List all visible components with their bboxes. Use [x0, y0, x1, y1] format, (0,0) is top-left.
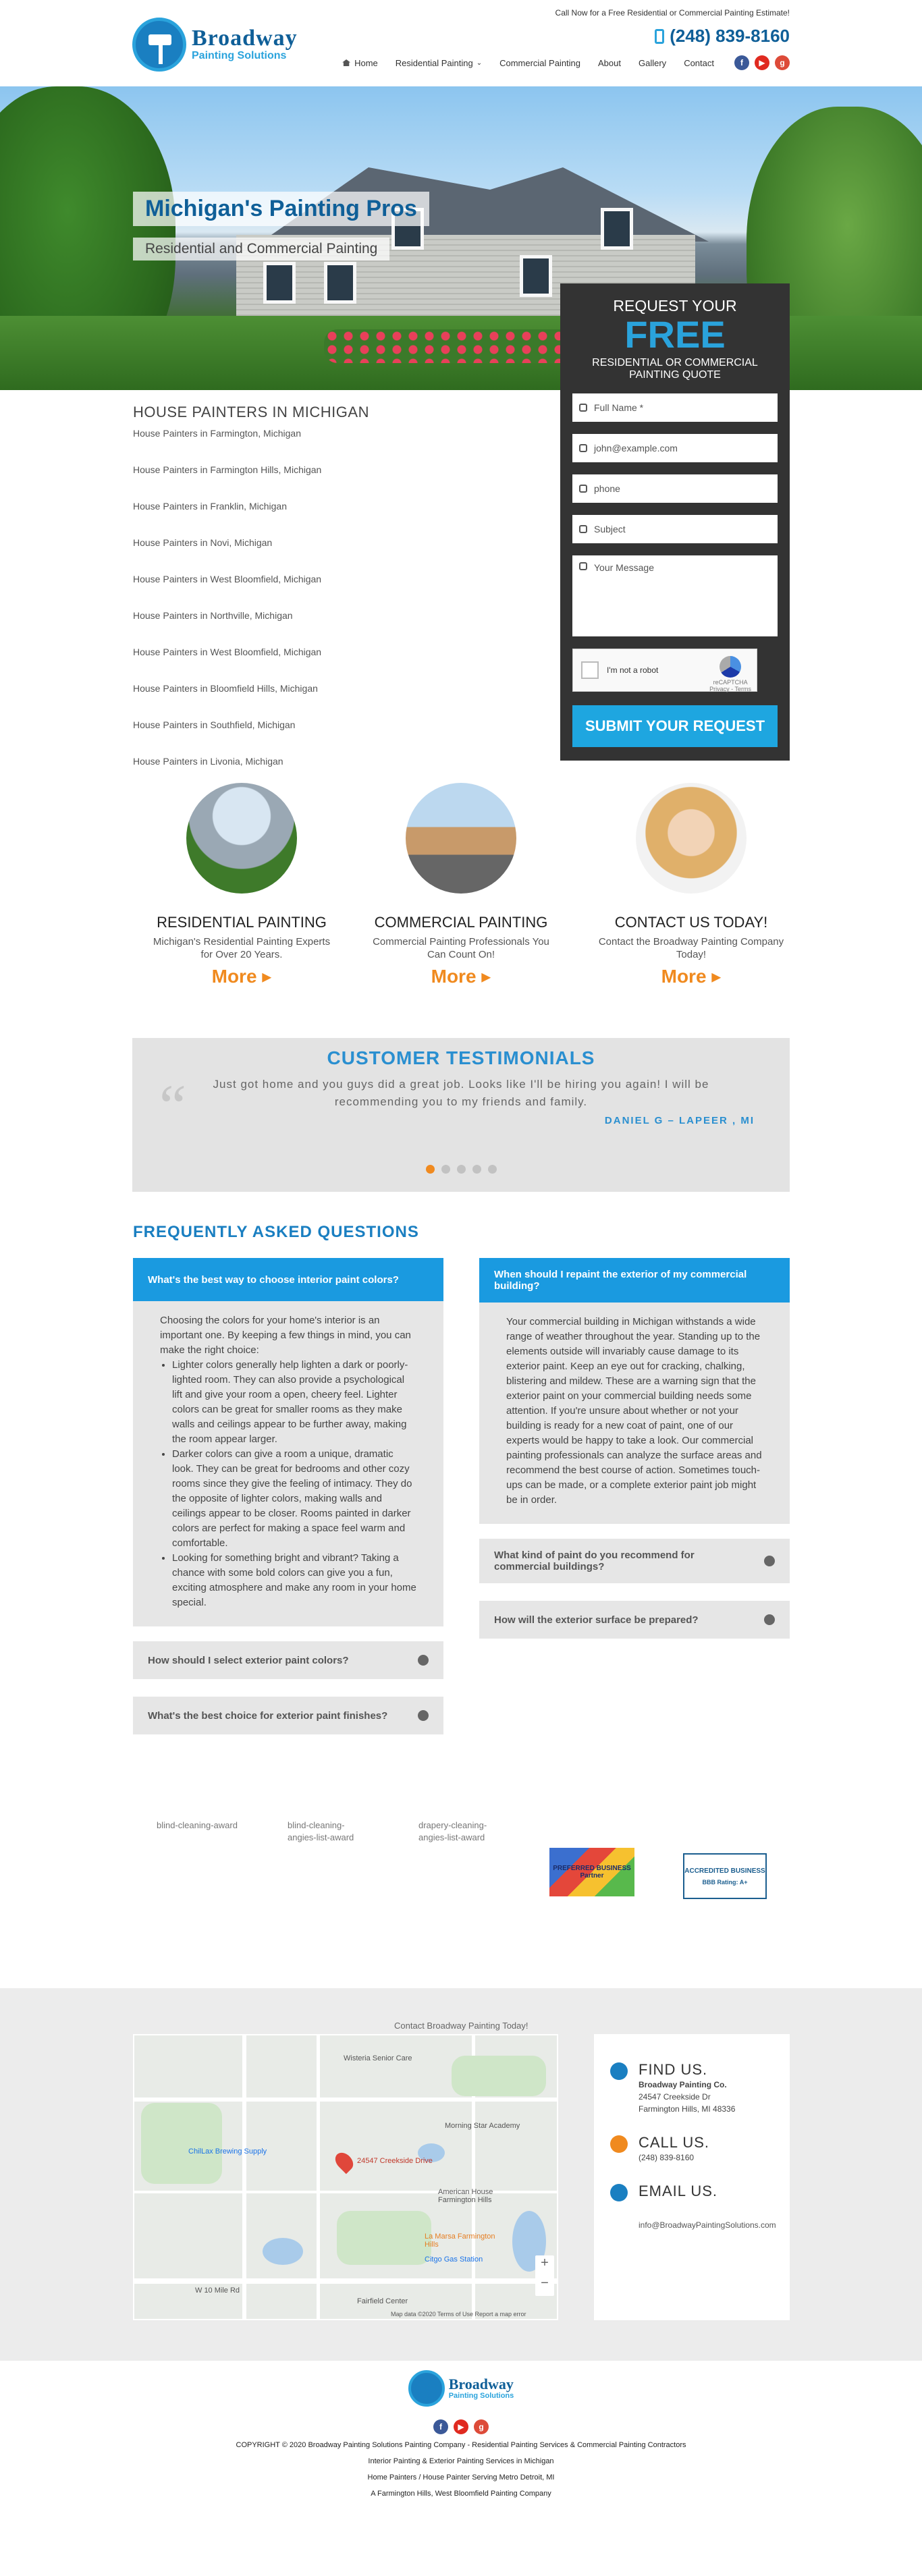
award-image-alt: blind-cleaning-award [157, 1820, 238, 1830]
award-image-alt: blind-cleaning-angies-list-award [288, 1820, 354, 1842]
painter-link[interactable]: House Painters in Bloomfield Hills, Michigan [133, 683, 318, 694]
nav-contact[interactable]: Contact [684, 57, 714, 68]
faq-heading: FREQUENTLY ASKED QUESTIONS [133, 1223, 419, 1241]
slider-dot[interactable] [472, 1165, 481, 1174]
map-place-label: W 10 Mile Rd [195, 2286, 240, 2295]
chevron-icon [764, 1556, 775, 1566]
slider-dot[interactable] [488, 1165, 497, 1174]
zoom-out-icon[interactable]: − [541, 2276, 549, 2291]
testimonial-author: DANIEL G – LAPEER , MI [604, 1115, 755, 1126]
find-us [610, 2061, 774, 2115]
service-commercial [360, 783, 562, 987]
map-title: Contact Broadway Painting Today! [394, 2021, 528, 2031]
faq-item[interactable]: How will the exterior surface be prepared? [479, 1601, 790, 1639]
map-place-label: American House Farmington Hills [438, 2188, 493, 2204]
bbb-rating: BBB Rating: A+ [702, 1878, 748, 1886]
testimonial-text: Just got home and you guys did a great job. Looks like I'll be hiring you again! I will be recommending you to my friends and family. [213, 1078, 709, 1108]
preferred-business-badge: PREFERRED BUSINESS Partner [549, 1848, 634, 1896]
hero-title: Michigan's Painting Pros [133, 192, 429, 226]
faq-answer: Choosing the colors for your home's interior is an important one. By keeping a few things in mind, you can make the right choice: • Lighter colors generally help lighten a dark or poorly-lighted room. They can also provide a psychological lift and give your room a open, cheery feel. Lighter colors can be great for smaller rooms as they make walls and ceilings appear to be further away, making the room appear larger. • Darker colors can give a room a unique, dramatic look. They can be great for bedrooms and other cozy rooms since they give the feeling of intimacy. They do the opposite of lighter colors, making walls and ceilings appear to be closer. Rooms painted in darker colors are perfect for making a space feel warm and comfortable. • Looking for something bright and vibrant? Taking a chance with some bold colors can give you a fun, exciting atmosphere and make any room in your home special. [133, 1301, 443, 1610]
location-icon [610, 2062, 628, 2080]
email-title: EMAIL US. [639, 2183, 717, 2199]
map-place-label: La Marsa Farmington Hills [425, 2232, 495, 2249]
map-place-label: Citgo Gas Station [425, 2255, 483, 2264]
google-plus-icon[interactable]: g [474, 2419, 489, 2434]
service-residential [140, 783, 343, 987]
map-pin-label: 24547 Creekside Drive [357, 2157, 433, 2165]
hero-flowers [324, 329, 580, 363]
phone-icon [655, 29, 664, 44]
email-us [610, 2183, 774, 2201]
service-desc: Michigan's Residential Painting Experts for Over 20 Years. [153, 936, 331, 960]
service-desc: Commercial Painting Professionals You Can Count On! [373, 936, 549, 960]
envelope-icon [610, 2184, 628, 2201]
painter-link[interactable]: House Painters in Southfield, Michigan [133, 719, 296, 730]
faq-question[interactable]: When should I repaint the exterior of my commercial building? [479, 1258, 790, 1303]
map-footer[interactable]: Map data ©2020 Terms of Use Report a map error [391, 2311, 526, 2318]
painter-link[interactable]: House Painters in Northville, Michigan [133, 610, 293, 621]
painter-link[interactable]: House Painters in Livonia, Michigan [133, 756, 283, 767]
service-contact [590, 783, 792, 987]
find-street: 24547 Creekside Dr [639, 2092, 711, 2102]
map-place-label: ChilLax Brewing Supply [188, 2147, 267, 2156]
faq-item[interactable]: What kind of paint do you recommend for commercial buildings? [479, 1539, 790, 1583]
zoom-in-icon[interactable]: + [541, 2255, 549, 2270]
faq-bullet: • Lighter colors generally help lighten a dark or poorly-lighted room. They can also provide a psychological lift and give your room a open, cheery feel. Lighter colors can be great for smaller rooms as they make walls and ceilings appear to be further away, making the room appear larger. [172, 1358, 416, 1447]
youtube-icon[interactable]: ▶ [755, 55, 769, 70]
nav-residential-painting[interactable]: Residential Painting ⌄ [395, 57, 483, 68]
painter-link[interactable]: House Painters in West Bloomfield, Michigan [133, 574, 322, 584]
site-footer [0, 2361, 922, 2521]
footer-logo[interactable]: Broadway Painting Solutions [408, 2370, 514, 2407]
contact-photo[interactable] [636, 783, 747, 894]
slider-dot[interactable] [441, 1165, 450, 1174]
slider-dots [132, 1165, 790, 1174]
quote-form [560, 283, 790, 761]
more-link[interactable]: More ▸ [431, 966, 491, 987]
service-title: CONTACT US TODAY! [614, 914, 768, 931]
faq-section [0, 1192, 922, 1819]
service-title: RESIDENTIAL PAINTING [157, 914, 327, 931]
logo[interactable] [132, 18, 298, 72]
quote-line1: REQUEST YOUR [613, 297, 737, 314]
chevron-icon [418, 1710, 429, 1721]
contact-section [0, 1988, 922, 2361]
submit-request-button[interactable]: SUBMIT YOUR REQUEST [572, 705, 778, 747]
call-title: CALL US. [639, 2134, 710, 2151]
house-painters-list [133, 404, 511, 792]
faq-bullet: • Darker colors can give a room a unique, dramatic look. They can be great for bedrooms and other cozy rooms since they give the feeling of intimacy. They do the opposite of lighter colors, making walls and ceilings appear to be closer. Rooms painted in darker colors are perfect for making a space feel warm and comfortable. [172, 1447, 416, 1551]
subject-field[interactable]: Subject [572, 515, 778, 543]
envelope-icon [579, 444, 587, 452]
subject-icon [579, 525, 587, 533]
more-link[interactable]: More ▸ [661, 966, 722, 987]
faq-column-right [479, 1258, 790, 1656]
footer-link[interactable]: Home Painters / House Painter Serving Metro Detroit, MI [367, 2473, 555, 2482]
painter-link[interactable]: House Painters in Farmington Hills, Michigan [133, 464, 322, 475]
recaptcha-checkbox[interactable] [581, 661, 599, 679]
phone-icon [579, 485, 587, 493]
youtube-icon[interactable]: ▶ [454, 2419, 468, 2434]
quote-line3: RESIDENTIAL OR COMMERCIAL PAINTING QUOTE [592, 357, 758, 381]
chevron-icon [418, 1655, 429, 1666]
painters-heading: HOUSE PAINTERS IN MICHIGAN [133, 404, 369, 420]
map-place-label: Morning Star Academy [445, 2122, 520, 2130]
bbb-badge[interactable] [683, 1853, 767, 1899]
map-place-label: Fairfield Center [357, 2297, 408, 2305]
footer-link[interactable]: Interior Painting & Exterior Painting Services in Michigan [368, 2457, 554, 2465]
pencil-icon [579, 562, 587, 570]
bbb-accredited: ACCREDITED BUSINESS [684, 1867, 765, 1875]
nav-about[interactable]: About [598, 57, 621, 68]
faq-question[interactable]: What's the best way to choose interior paint colors? [133, 1258, 443, 1301]
recaptcha [572, 649, 757, 692]
painter-link[interactable]: House Painters in West Bloomfield, Michigan [133, 647, 322, 657]
faq-item[interactable]: How should I select exterior paint colors? [133, 1641, 443, 1679]
map-pin-icon[interactable] [332, 2149, 357, 2174]
header-phone-number: (248) 839-8160 [670, 26, 790, 46]
logo-name: Broadway [192, 26, 298, 51]
header-cta-text: Call Now for a Free Residential or Commercial Painting Estimate! [555, 8, 790, 18]
recaptcha-icon [720, 656, 741, 678]
find-company: Broadway Painting Co. [639, 2080, 727, 2089]
site-header [132, 0, 790, 86]
copyright: COPYRIGHT © 2020 Broadway Painting Solutions Painting Company - Residential Painting Services & Commercial Painting Contractors [236, 2441, 686, 2449]
facebook-icon[interactable]: f [734, 55, 749, 70]
message-field[interactable]: Your Message [572, 555, 778, 636]
testimonials-heading: CUSTOMER TESTIMONIALS [327, 1047, 595, 1068]
faq-bullet: • Looking for something bright and vibrant? Taking a chance with some bold colors can give you a fun, exciting atmosphere and make any room in your home special. [172, 1551, 416, 1610]
quote-line2: FREE [624, 313, 726, 356]
service-desc: Contact the Broadway Painting Company Today! [598, 936, 784, 960]
slider-dot[interactable] [426, 1165, 435, 1174]
logo-tagline: Painting Solutions [192, 50, 287, 61]
nav-gallery[interactable]: Gallery [639, 57, 667, 68]
user-icon [579, 404, 587, 412]
email-field[interactable]: john@example.com [572, 434, 778, 462]
home-icon [342, 59, 350, 66]
header-phone[interactable] [655, 26, 790, 47]
full-name-field[interactable]: Full Name * [572, 393, 778, 422]
header-social [729, 55, 790, 70]
chevron-down-icon: ⌄ [476, 59, 483, 67]
find-city: Farmington Hills, MI 48336 [639, 2104, 736, 2114]
painter-link[interactable]: House Painters in Franklin, Michigan [133, 501, 287, 512]
awards-section [0, 1819, 922, 1988]
award-image-alt: drapery-cleaning-angies-list-award [418, 1820, 487, 1842]
footer-social [0, 2419, 922, 2434]
main-nav [325, 55, 790, 70]
google-plus-icon[interactable]: g [775, 55, 790, 70]
nav-home[interactable]: Home [342, 58, 378, 68]
facebook-icon[interactable]: f [433, 2419, 448, 2434]
residential-photo[interactable] [186, 783, 297, 894]
map-zoom-controls [535, 2255, 554, 2296]
contact-info [594, 2034, 790, 2320]
content-section [0, 297, 922, 783]
phone-icon [610, 2135, 628, 2153]
faq-column-left [133, 1258, 443, 1752]
testimonials [132, 1038, 790, 1192]
google-map[interactable] [133, 2034, 558, 2320]
faq-answer: Your commercial building in Michigan withstands a wide range of weather throughout the year. Standing up to the elements outside will invariably cause damage to its exterior paint. Keep an eye out for cracking, chalking, blistering and mildew. These are a warning sign that the exterior paint on your commercial building needs some attention. If you're unsure about whether or not your building is ready for a new coat of paint, one of our experts would be happy to take a look. Our commercial painting professionals can analyze the surface areas and recommend the best course of action. Sometimes touch-ups can be made, or a complete exterior paint job might be in order. [506, 1316, 762, 1506]
faq-item-open [133, 1258, 443, 1626]
map-place-label: Wisteria Senior Care [344, 2054, 412, 2062]
commercial-photo[interactable] [406, 783, 516, 894]
recaptcha-brand: reCAPTCHA Privacy - Terms [709, 656, 751, 692]
paint-roller-icon [132, 18, 186, 72]
paint-roller-icon [408, 2370, 445, 2407]
nav-commercial-painting[interactable]: Commercial Painting [499, 57, 581, 68]
service-title: COMMERCIAL PAINTING [374, 914, 548, 931]
faq-item-open [479, 1258, 790, 1524]
slider-dot[interactable] [457, 1165, 466, 1174]
footer-link[interactable]: A Farmington Hills, West Bloomfield Painting Company [371, 2490, 551, 2498]
call-us [610, 2134, 774, 2164]
email-address[interactable]: info@BroadwayPaintingSolutions.com [639, 2220, 776, 2230]
chevron-icon [764, 1614, 775, 1625]
recaptcha-label: I'm not a robot [607, 665, 659, 675]
services-section [0, 783, 922, 1038]
hero-subtitle: Residential and Commercial Painting [133, 238, 389, 261]
call-phone[interactable]: (248) 839-8160 [639, 2153, 695, 2162]
phone-field[interactable]: phone [572, 474, 778, 503]
faq-item[interactable]: What's the best choice for exterior paint finishes? [133, 1697, 443, 1734]
more-link[interactable]: More ▸ [211, 966, 272, 987]
find-title: FIND US. [639, 2061, 708, 2078]
quote-icon: “ [159, 1073, 186, 1140]
painter-link[interactable]: House Painters in Novi, Michigan [133, 537, 273, 548]
painter-link[interactable]: House Painters in Farmington, Michigan [133, 428, 302, 439]
